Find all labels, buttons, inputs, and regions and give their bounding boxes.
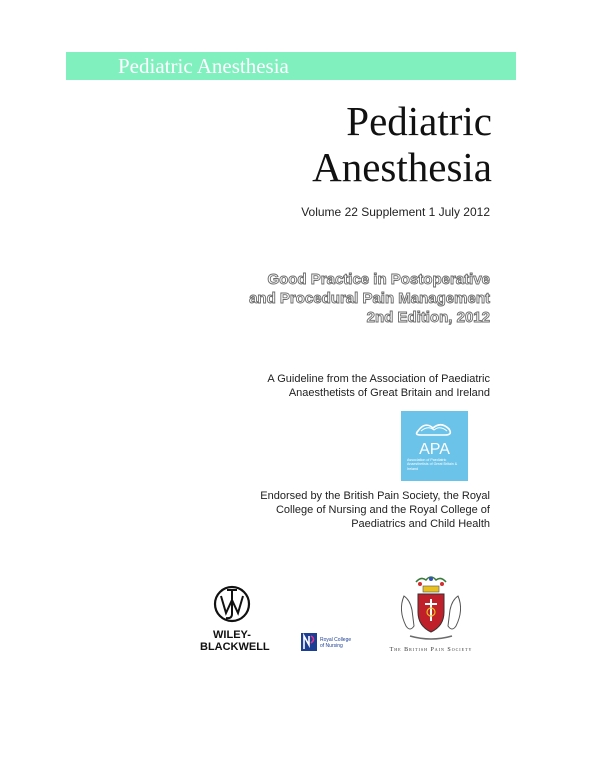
endorsement-text xyxy=(260,489,490,531)
apa-logo xyxy=(401,411,468,481)
wiley-wj-monogram-icon xyxy=(212,584,252,624)
coat-of-arms-icon xyxy=(376,574,486,654)
journal-title-line2: Anesthesia xyxy=(312,144,492,190)
guideline-title-line: and Procedural Pain Management xyxy=(249,290,490,307)
bps-name: The British Pain Society xyxy=(389,647,473,653)
rcn-text-line2: of Nursing xyxy=(320,643,343,649)
endorsement-line: College of Nursing and the Royal College of xyxy=(275,504,490,516)
journal-title-line1: Pediatric xyxy=(346,98,492,144)
guideline-title-line: 2nd Edition, 2012 xyxy=(366,309,490,326)
apa-acronym: APA xyxy=(419,441,450,458)
rcn-logo xyxy=(300,631,358,653)
guideline-title xyxy=(249,270,490,327)
issue-info: Volume 22 Supplement 1 July 2012 xyxy=(301,205,490,219)
endorsement-line: Endorsed by the British Pain Society, the Royal xyxy=(260,490,490,502)
apa-wave-icon xyxy=(401,411,468,481)
banner-title: Pediatric Anesthesia xyxy=(118,54,289,78)
journal-title xyxy=(312,98,492,190)
wiley-line1: WILEY- xyxy=(213,629,251,641)
rcn-text-line1: Royal College xyxy=(320,637,352,643)
wiley-line2: BLACKWELL xyxy=(200,641,270,653)
wiley-blackwell-logo xyxy=(200,584,270,653)
endorsement-line: Paediatrics and Child Health xyxy=(351,518,490,530)
guideline-title-line: Good Practice in Postoperative xyxy=(267,271,490,288)
source-line: Anaesthetists of Great Britain and Ireland xyxy=(288,387,490,399)
rcn-mark-icon xyxy=(300,631,358,653)
british-pain-society-logo xyxy=(376,574,486,654)
guideline-source xyxy=(267,372,490,400)
source-line: A Guideline from the Association of Paediatric xyxy=(267,373,490,385)
apa-subtitle: Association of Paediatric Anaesthetists of Great Britain & Ireland xyxy=(407,458,458,471)
